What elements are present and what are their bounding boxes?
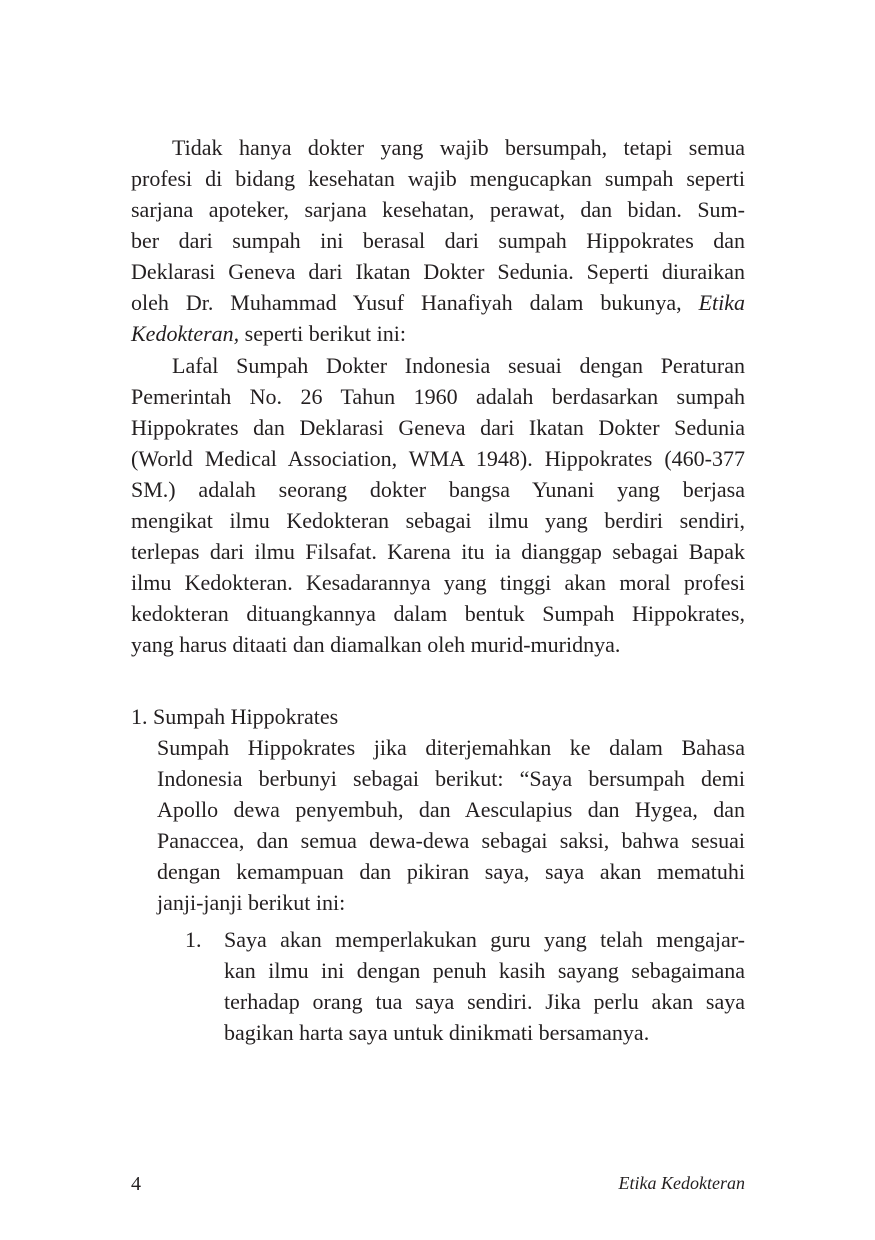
text-line: Saya akan memperlakukan guru yang telah mengajar- [224, 927, 745, 952]
text-line: yang harus ditaati dan diamalkan oleh murid-muridnya. [131, 632, 621, 657]
text-line: SM.) adalah seorang dokter bangsa Yunani yang berjasa [131, 477, 745, 502]
text-line: ber dari sumpah ini berasal dari sumpah Hippokrates dan [131, 228, 745, 253]
text-line: Pemerintah No. 26 Tahun 1960 adalah berdasarkan sumpah [131, 384, 745, 409]
text-line: profesi di bidang kesehatan wajib mengucapkan sumpah seperti [131, 166, 745, 191]
page-number: 4 [131, 1173, 141, 1195]
text-line: Lafal Sumpah Dokter Indonesia sesuai dengan Peraturan [172, 353, 745, 378]
section-heading: 1. Sumpah Hippokrates [131, 704, 339, 729]
text-line: (World Medical Association, WMA 1948). Hippokrates (460-377 [131, 446, 745, 471]
text-line: janji-janji berikut ini: [157, 890, 346, 915]
book-title-italic: Etika [698, 290, 745, 315]
paragraph-1 [131, 132, 745, 349]
text-line: dengan kemampuan dan pikiran saya, saya akan mematuhi [157, 859, 745, 884]
text-line: Apollo dewa penyembuh, dan Aesculapius dan Hygea, dan [157, 797, 745, 822]
running-footer-title: Etika Kedokteran [618, 1173, 745, 1193]
list-number: 1. [185, 927, 202, 952]
text-line: Hippokrates dan Deklarasi Geneva dari Ikatan Dokter Sedunia [131, 415, 745, 440]
text-line: Kedokteran, seperti berikut ini: [131, 321, 406, 346]
list-item-text [224, 924, 745, 1048]
text-line: kan ilmu ini dengan penuh kasih sayang sebagaimana [224, 958, 745, 983]
text-line: Panaccea, dan semua dewa-dewa sebagai saksi, bahwa sesuai [157, 828, 745, 853]
book-title-italic: Kedokteran, [131, 321, 240, 346]
text-line: Tidak hanya dokter yang wajib bersumpah, tetapi semua [172, 135, 745, 160]
text-line: bagikan harta saya untuk dinikmati bersamanya. [224, 1020, 650, 1045]
text-line: oleh Dr. Muhammad Yusuf Hanafiyah dalam bukunya, Etika [131, 290, 745, 315]
text-line: Deklarasi Geneva dari Ikatan Dokter Sedunia. Seperti diuraikan [131, 259, 745, 284]
text-line: terlepas dari ilmu Filsafat. Karena itu ia dianggap sebagai Bapak [131, 539, 745, 564]
text-line: Sumpah Hippokrates jika diterjemahkan ke dalam Bahasa [157, 735, 745, 760]
paragraph-2 [131, 350, 745, 660]
text-line: terhadap orang tua saya sendiri. Jika perlu akan saya [224, 989, 745, 1014]
paragraph-3 [157, 732, 745, 918]
text-line: mengikat ilmu Kedokteran sebagai ilmu yang berdiri sendiri, [131, 508, 745, 533]
text-line: sarjana apoteker, sarjana kesehatan, perawat, dan bidan. Sum- [131, 197, 745, 222]
text-line: kedokteran dituangkannya dalam bentuk Sumpah Hippokrates, [131, 601, 745, 626]
text-line: Indonesia berbunyi sebagai berikut: “Saya bersumpah demi [157, 766, 745, 791]
text-line: ilmu Kedokteran. Kesadarannya yang tinggi akan moral profesi [131, 570, 745, 595]
